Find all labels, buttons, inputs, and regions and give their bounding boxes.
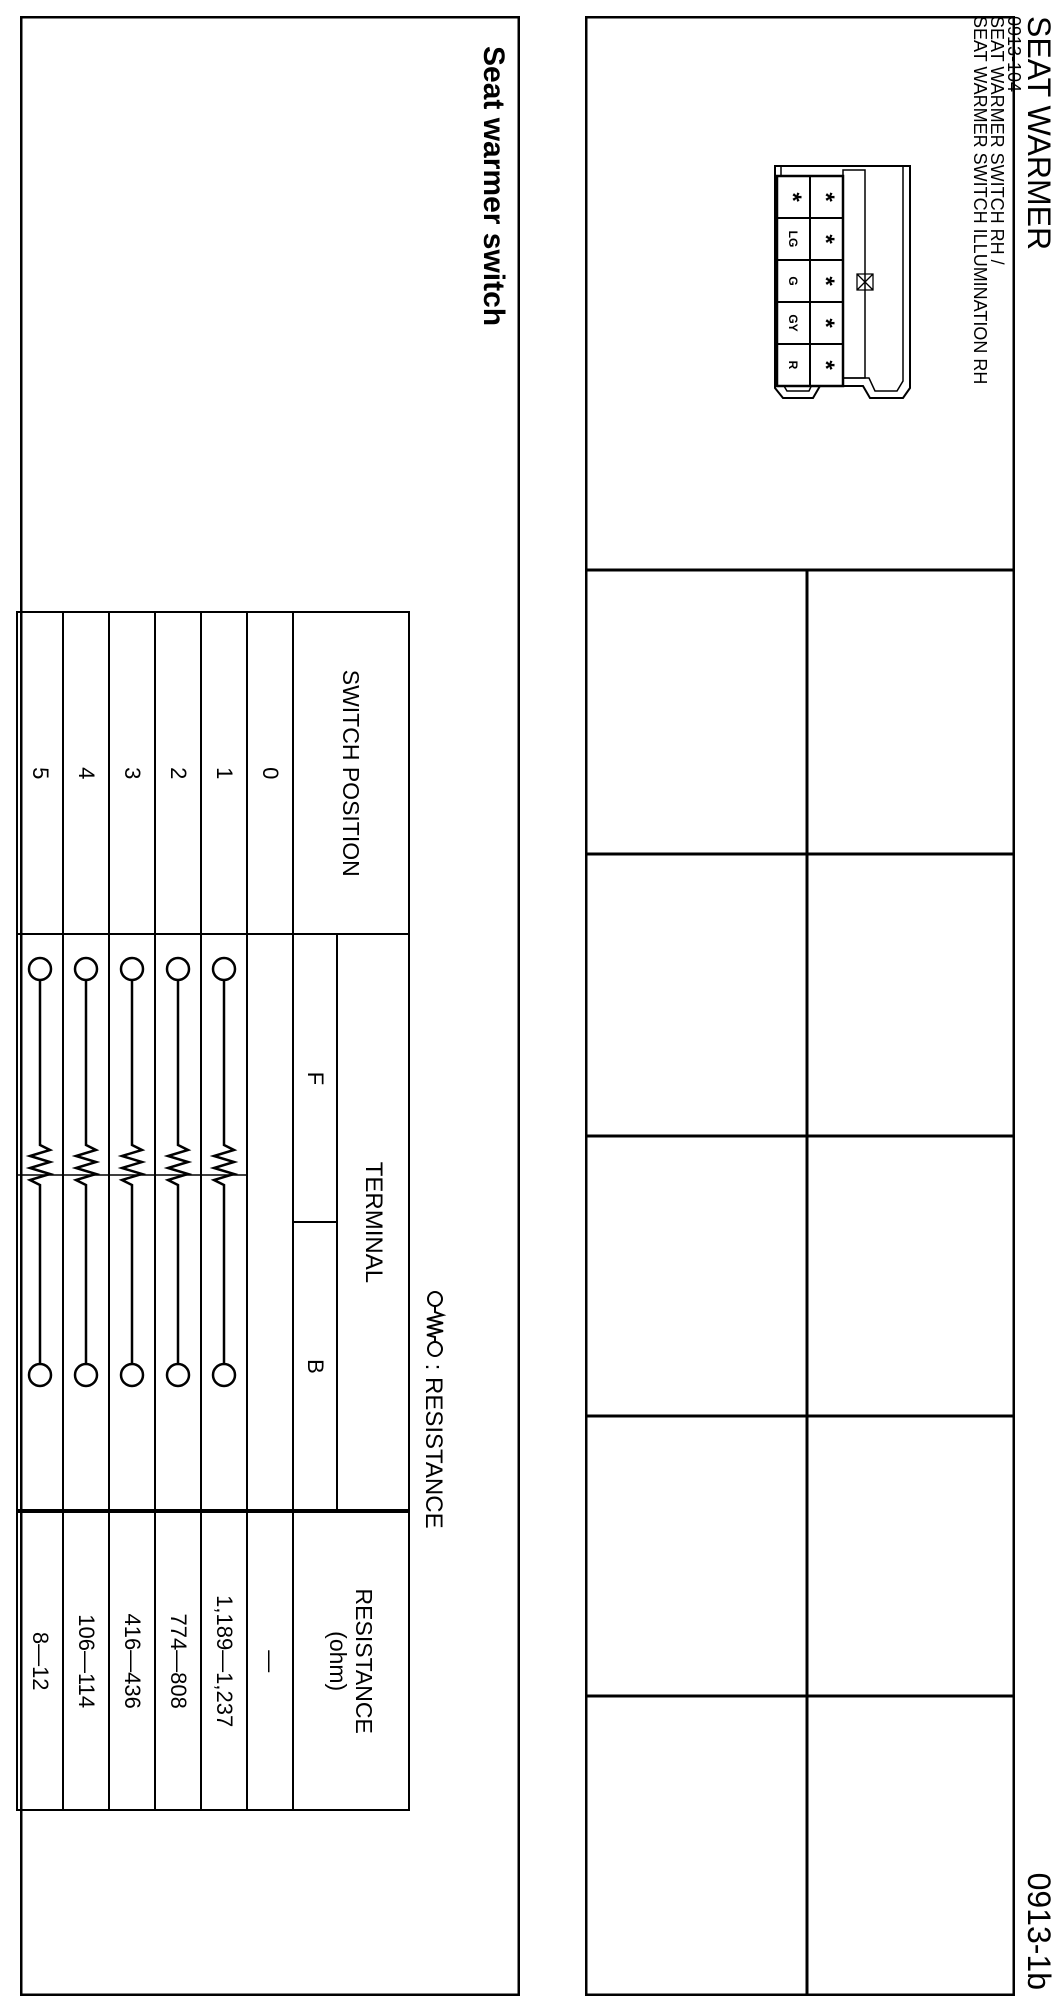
row-position: 2 [155,612,201,934]
resistor-symbol [156,935,200,1415]
resistor-symbol [202,935,246,1415]
header-resistance [293,1511,409,1810]
row-resistance: — [247,1511,293,1810]
switch-panel [20,16,520,1996]
row-resistance: 1,189—1,237 [201,1511,247,1810]
header-switch-position: SWITCH POSITION [293,612,409,934]
row-position: 0 [247,612,293,934]
table-row [155,612,201,1810]
table-row [17,612,63,1810]
pin-bottom-2: LG [786,230,800,248]
switch-table [16,611,410,1811]
pin-top-2: * [812,234,839,244]
pin-bottom-3: G [786,276,800,286]
table-row [247,612,293,1810]
resistor-legend-icon [422,1291,448,1357]
row-resistance: 416—436 [109,1511,155,1810]
resistor-symbol [110,935,154,1415]
table-row [201,612,247,1810]
row-position: 1 [201,612,247,934]
row-position: 3 [109,612,155,934]
table-row [63,612,109,1810]
row-wire [109,934,155,1511]
connector-icon [775,166,910,398]
row-wire [63,934,109,1511]
resistance-legend [420,1291,448,1529]
header-terminal-b: B [303,1359,328,1374]
row-wire [155,934,201,1511]
header-terminal: TERMINAL [337,934,409,1511]
connector-code: 0913-104 [1004,16,1024,93]
legend-label: : RESISTANCE [420,1363,447,1529]
header-terminals [293,934,337,1511]
header-resistance-line2: (ohm) [325,1631,351,1692]
row-resistance: 106—114 [63,1511,109,1810]
resistor-symbol [64,935,108,1415]
switch-title: Seat warmer switch [477,46,510,327]
page-title: SEAT WARMER [1021,16,1057,251]
connector-panel [585,16,1015,1996]
header-terminal-f: F [294,935,336,1223]
pin-top-3: * [812,276,839,286]
table-row [109,612,155,1810]
header-resistance-line1: RESISTANCE [351,1588,377,1734]
row-position: 4 [63,612,109,934]
pin-bottom-4: GY [786,314,800,332]
pin-top-1: * [812,192,839,202]
page-code: 0913-1b [1021,1872,1057,1990]
pin-bottom-5: R [786,360,800,370]
pin-bottom-1: * [779,192,806,202]
row-resistance: 774—808 [155,1511,201,1810]
resistor-symbol [18,935,62,1415]
row-position: 5 [17,612,63,934]
pin-top-4: * [812,318,839,328]
row-wire [201,934,247,1511]
pin-top-5: * [812,360,839,370]
connector-desc-2: SEAT WARMER SWITCH ILLUMINATION RH [970,16,990,385]
connector-desc-1: SEAT WARMER SWITCH RH / [987,16,1007,265]
row-resistance: 8—12 [17,1511,63,1810]
row-wire-empty [247,934,293,1511]
row-wire [17,934,63,1511]
